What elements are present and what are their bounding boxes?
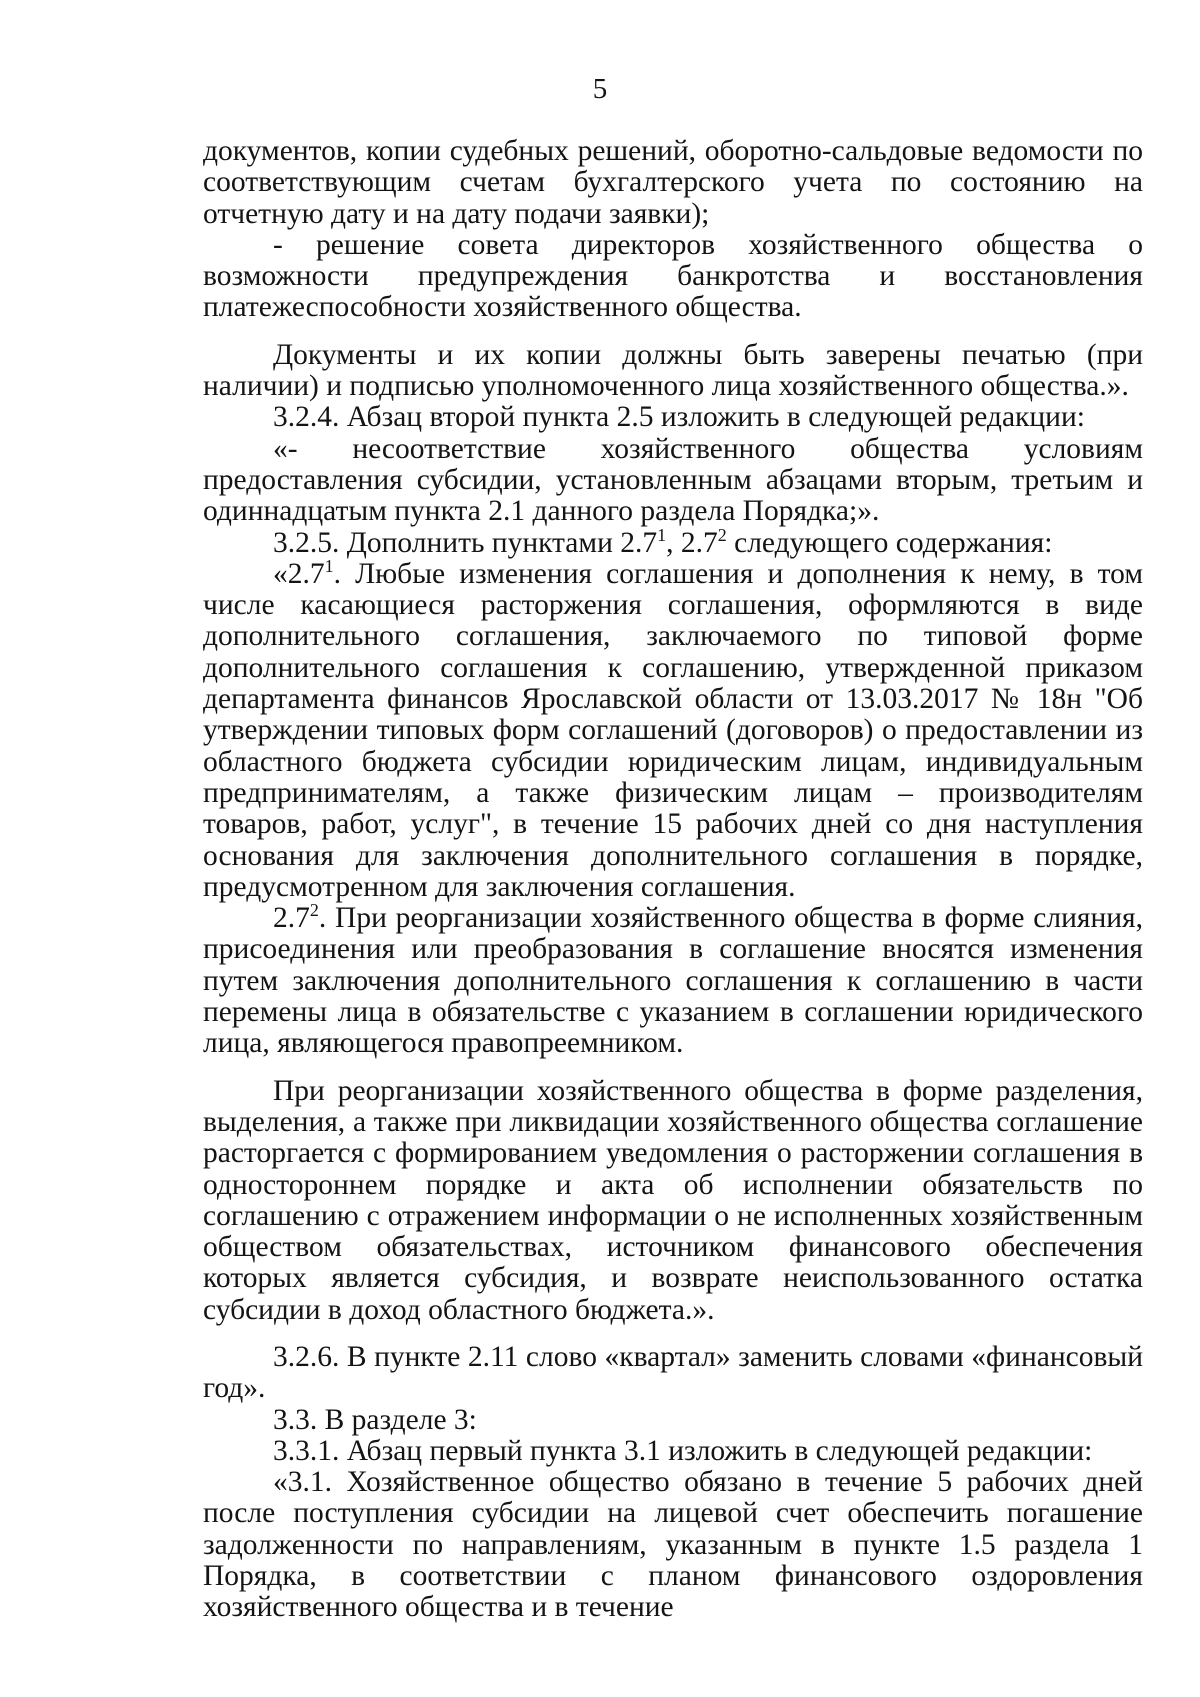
paragraph-3-1-text: «3.1. Хозяйственное общество обязано в течение 5 рабочих дней после поступления субсидии на лицевой счет обеспечить погашение задолженности по направлениям, указанным в пункте 1.5 раздела 1 Порядка, в соответствии с планом финансового оздоровления хозяйственного общества и в течение — [203, 1466, 1143, 1624]
paragraph-2-5-text: «- несоответствие хозяйственного общества условиям предоставления субсидии, установленным абзацами вторым, третьим и одиннадцатым пункта 2.1 данного раздела Порядка;». — [203, 432, 1143, 528]
page-number: 5 — [592, 73, 608, 105]
superscript: 1 — [657, 524, 667, 545]
text-fragment: «2.7 — [273, 557, 325, 590]
text-fragment: , 2.7 — [666, 526, 718, 559]
paragraph-certification: Документы и их копии должны быть заверены печатью (при наличии) и подписью уполномоченного лица хозяйственного общества.». — [203, 338, 1143, 403]
paragraph-reorganization: При реорганизации хозяйственного общества в форме разделения, выделения, а также при ликвидации хозяйственного общества соглашение расторгается с формированием уведомления о расторжении соглашения в одностороннем порядке и акта об исполнении обязательств по соглашению с отражением информации о не исполненных хозяйственным обществом обязательствах, источником финансового обеспечения которых является субсидия, и возврате неиспользованного остатка субсидии в доход областного бюджета.». — [203, 1074, 1143, 1326]
paragraph-documents-list-end: документов, копии судебных решений, оборотно-сальдовые ведомости по соответствующим счетам бухгалтерского учета по состоянию на отчетную дату и на дату подачи заявки); — [203, 135, 1143, 230]
text-fragment: следующего содержания: — [726, 526, 1053, 559]
text-fragment: . При реорганизации хозяйственного общества в форме слияния, присоединения или преобразования в соглашение вносятся изменения путем заключения дополнительного соглашения к соглашению в части перемены лица в обязательстве с указанием в соглашении юридического лица, являющегося правопреемником. — [203, 902, 1143, 1060]
document-body — [203, 136, 1143, 1624]
superscript: 2 — [717, 524, 727, 545]
paragraph-3-3-1: 3.3.1. Абзац первый пункта 3.1 изложить в следующей редакции: — [273, 1434, 1093, 1467]
text-fragment: . Любые изменения соглашения и дополнения к нему, в том числе касающиеся расторжения соглашения, оформляются в виде дополнительного соглашения, заключаемого по типовой форме дополнительного соглашения к соглашению, утвержденной приказом департамента финансов Ярославской области от 13.03.2017 № 18н "Об утверждении типовых форм соглашений (договоров) о предоставлении из областного бюджета субсидии юридическим лицам, индивидуальным предпринимателям, а также физическим лицам – производителям товаров, работ, услуг", в течение 15 рабочих дней со дня наступления основания для заключения дополнительного соглашения в порядке, предусмотренном для заключения соглашения. — [203, 557, 1143, 903]
paragraph-3-2-4: 3.2.4. Абзац второй пункта 2.5 изложить в следующей редакции: — [273, 401, 1085, 434]
paragraph-3-2-5 — [203, 524, 1143, 559]
text-fragment: 2.7 — [273, 902, 310, 935]
text-fragment: 3.2.5. Дополнить пунктами 2.7 — [273, 526, 658, 559]
paragraph-board-decision: - решение совета директоров хозяйственного общества о возможности предупреждения банкротства и восстановления платежеспособности хозяйственного общества. — [203, 228, 1143, 324]
paragraph-2-7-1 — [203, 556, 1143, 903]
paragraph-3-3: 3.3. В разделе 3: — [273, 1403, 477, 1436]
paragraph-3-2-6: 3.2.6. В пункте 2.11 слово «квартал» заменить словами «финансовый год». — [203, 1340, 1143, 1405]
paragraph-2-7-2 — [203, 900, 1143, 1060]
superscript: 1 — [324, 556, 334, 577]
superscript: 2 — [309, 900, 319, 921]
